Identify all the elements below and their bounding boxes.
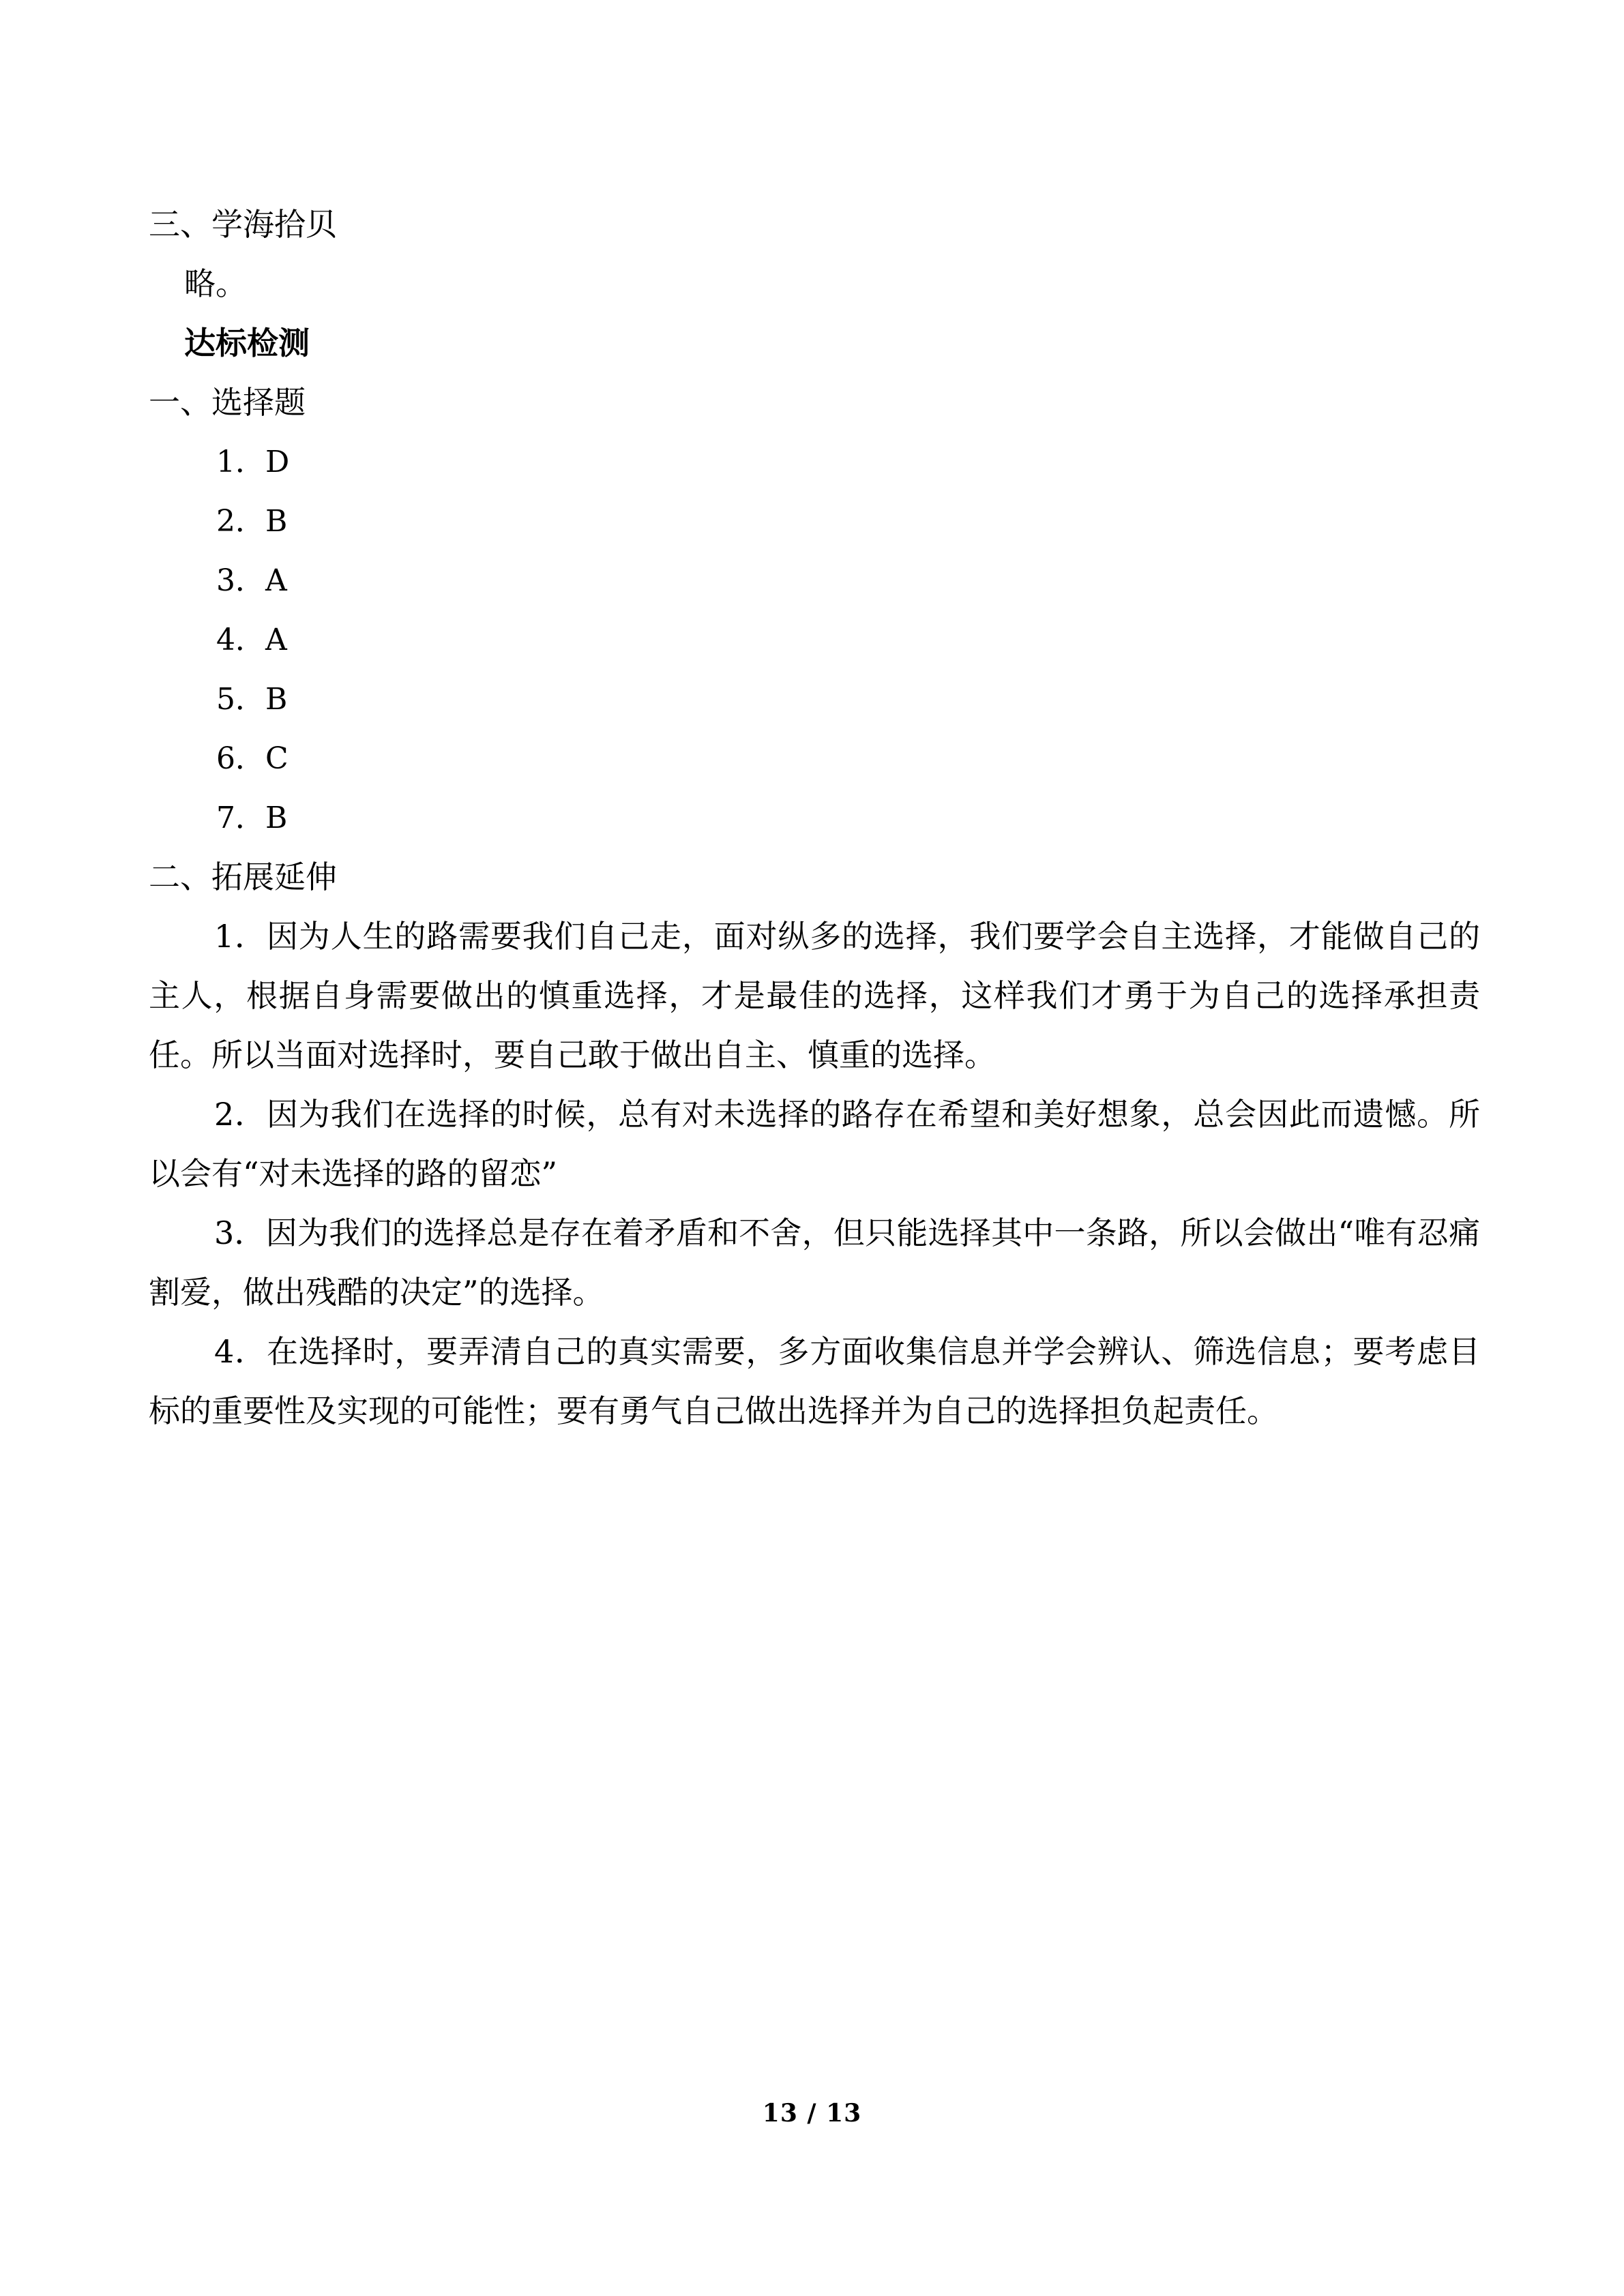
answer-number: 1．: [216, 445, 265, 479]
answer-row: [149, 492, 1480, 551]
answer-row: [149, 788, 1480, 848]
extension-paragraph-3: 3．因为我们的选择总是存在着矛盾和不舍，但只能选择其中一条路，所以会做出“唯有忍痛割爱，做出残酷的决定”的选择。: [149, 1214, 1480, 1311]
exercise-title: 达标检测: [184, 325, 310, 361]
answer-row: [149, 610, 1480, 670]
answer-value: A: [265, 563, 287, 598]
page-content: [149, 195, 1480, 1441]
answer-number: 2．: [216, 504, 265, 539]
answer-value: B: [265, 504, 288, 539]
part-two-heading: 二、拓展延伸: [149, 859, 337, 895]
extension-paragraph-1: 1．因为人生的路需要我们自己走，面对纵多的选择，我们要学会自主选择，才能做自己的主人，根据自身需要做出的慎重选择，才是最佳的选择，这样我们才勇于为自己的选择承担责任。所以当面对选择时，要自己敢于做出自主、慎重的选择。: [149, 918, 1480, 1073]
answer-number: 5．: [216, 682, 265, 717]
answer-value: C: [265, 741, 289, 776]
extension-paragraph-2: 2．因为我们在选择的时候，总有对未选择的路存在希望和美好想象，总会因此而遗憾。所以会有“对未选择的路的留恋”: [149, 1096, 1480, 1192]
answer-row: [149, 729, 1480, 788]
answer-row: [149, 432, 1480, 492]
answer-value: B: [265, 682, 288, 717]
answer-row: [149, 551, 1480, 610]
answer-value: B: [265, 801, 288, 835]
part-one-heading: 一、选择题: [149, 384, 306, 421]
answer-value: D: [265, 445, 290, 479]
extension-paragraph-4: 4．在选择时，要弄清自己的真实需要，多方面收集信息并学会辨认、筛选信息；要考虑目标的重要性及实现的可能性；要有勇气自己做出选择并为自己的选择担负起责任。: [149, 1333, 1480, 1429]
answer-value: A: [265, 623, 287, 657]
section-three-body: 略。: [184, 265, 247, 302]
answer-number: 3．: [216, 563, 265, 598]
answer-row: [149, 670, 1480, 729]
answer-number: 4．: [216, 623, 265, 657]
answer-number: 6．: [216, 741, 265, 776]
page-number-footer: 13 / 13: [762, 2099, 862, 2128]
answer-number: 7．: [216, 801, 265, 835]
section-three-heading: 三、学海拾贝: [149, 206, 337, 243]
